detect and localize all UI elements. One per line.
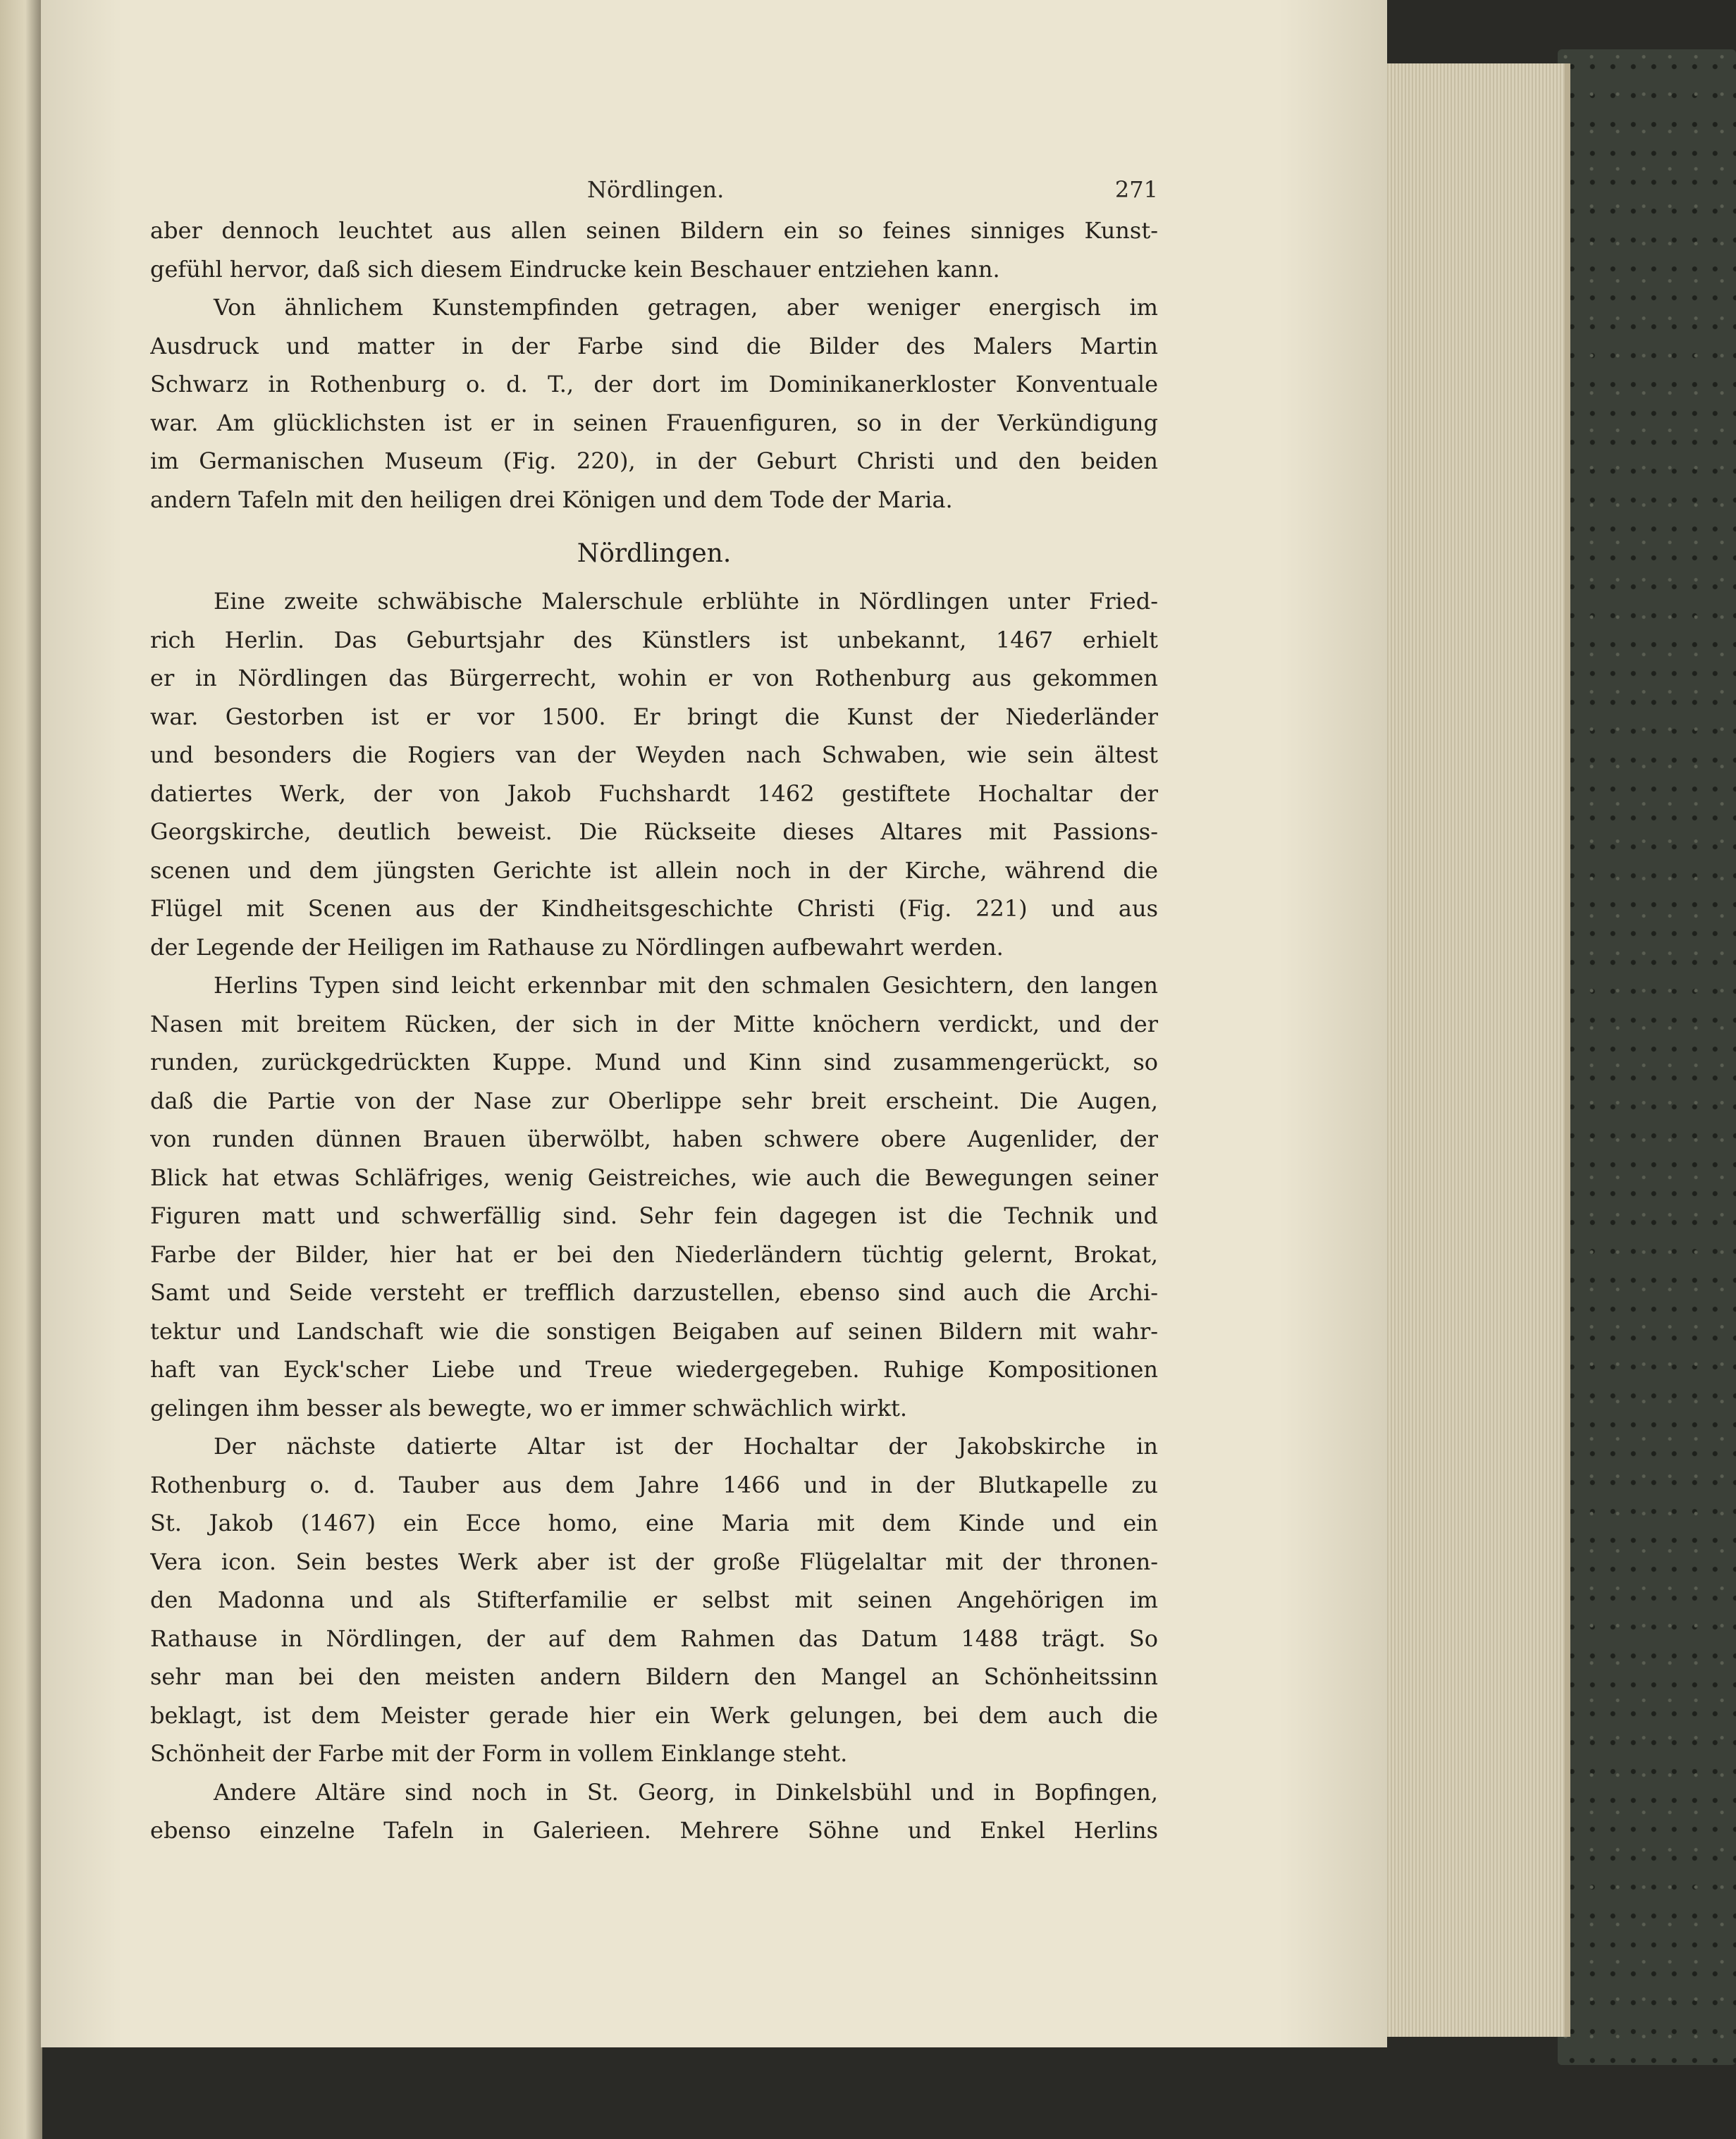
page-stack-edges — [1381, 63, 1570, 2037]
book-cover — [1558, 49, 1736, 2065]
text-line: scenen und dem jüngsten Gerichte ist allein noch in der Kirche, während die — [150, 856, 1158, 884]
text-line: er in Nördlingen das Bürgerrecht, wohin er von Rothenburg aus gekommen — [150, 665, 1158, 691]
text-line: Figuren matt und schwerfällig sind. Sehr fein dagegen ist die Technik und — [150, 1202, 1158, 1229]
text-line: Rothenburg o. d. Tauber aus dem Jahre 1466 und in der Blutkapelle zu — [150, 1471, 1158, 1498]
section-noerdlingen — [150, 582, 1158, 1850]
page-number: 271 — [1114, 176, 1158, 203]
text-line: Samt und Seide versteht er trefflich darzustellen, ebenso sind auch die Archi- — [150, 1279, 1158, 1306]
text-line: Nasen mit breitem Rücken, der sich in der Mitte knöchern verdickt, und der — [150, 1010, 1158, 1037]
text-line: rich Herlin. Das Geburtsjahr des Künstlers ist unbekannt, 1467 erhielt — [150, 626, 1158, 653]
text-line: Blick hat etwas Schläfriges, wenig Geistreiches, wie auch die Bewegungen seiner — [150, 1164, 1158, 1191]
text-line: haft van Eyck'scher Liebe und Treue wiedergegeben. Ruhige Kompositionen — [150, 1356, 1158, 1383]
text-line: beklagt, ist dem Meister gerade hier ein Werk gelungen, bei dem auch die — [150, 1701, 1158, 1729]
running-title: Nördlingen. — [587, 176, 725, 203]
text-line: Von ähnlichem Kunstempfinden getragen, aber weniger energisch im — [214, 294, 1158, 321]
facing-page-edge — [0, 0, 42, 2139]
page-body — [150, 211, 1158, 1850]
text-line: gelingen ihm besser als bewegte, wo er immer schwächlich wirkt. — [150, 1394, 908, 1422]
text-line: Georgskirche, deutlich beweist. Die Rückseite dieses Altares mit Passions- — [150, 818, 1158, 845]
text-line: Herlins Typen sind leicht erkennbar mit den schmalen Gesichtern, den langen — [214, 972, 1158, 999]
text-line: Farbe der Bilder, hier hat er bei den Niederländern tüchtig gelernt, Brokat, — [150, 1240, 1158, 1268]
text-line: der Legende der Heiligen im Rathause zu Nördlingen aufbewahrt werden. — [150, 933, 1004, 961]
text-line: andern Tafeln mit den heiligen drei Königen und dem Tode der Maria. — [150, 486, 953, 513]
text-line: ebenso einzelne Tafeln in Galerieen. Mehrere Söhne und Enkel Herlins — [150, 1817, 1158, 1844]
text-line: sehr man bei den meisten andern Bildern den Mangel an Schönheitssinn — [150, 1663, 1158, 1690]
section-heading: Nördlingen. — [577, 539, 732, 568]
text-line: runden, zurückgedrückten Kuppe. Mund und Kinn sind zusammengerückt, so — [150, 1049, 1158, 1075]
text-line: Eine zweite schwäbische Malerschule erblühte in Nördlingen unter Fried- — [214, 588, 1158, 615]
text-line: daß die Partie von der Nase zur Oberlippe sehr breit erscheint. Die Augen, — [150, 1087, 1158, 1114]
text-line: tektur und Landschaft wie die sonstigen Beigaben auf seinen Bildern mit wahr- — [150, 1317, 1158, 1345]
text-line: und besonders die Rogiers van der Weyden nach Schwaben, wie sein ältest — [150, 741, 1158, 768]
text-line: Ausdruck und matter in der Farbe sind die Bilder des Malers Martin — [150, 332, 1158, 359]
text-line: im Germanischen Museum (Fig. 220), in der Geburt Christi und den beiden — [150, 448, 1158, 474]
text-line: Schwarz in Rothenburg o. d. T., der dort im Dominikanerkloster Konventuale — [150, 371, 1158, 397]
text-line: Der nächste datierte Altar ist der Hochaltar der Jakobskirche in — [214, 1433, 1158, 1460]
text-line: war. Am glücklichsten ist er in seinen Frauenfiguren, so in der Verkündigung — [150, 409, 1158, 436]
text-line: Flügel mit Scenen aus der Kindheitsgeschichte Christi (Fig. 221) und aus — [150, 895, 1158, 922]
text-line: aber dennoch leuchtet aus allen seinen Bildern ein so feines sinniges Kunst- — [150, 217, 1158, 244]
text-line: datiertes Werk, der von Jakob Fuchshardt 1462 gestiftete Hochaltar der — [150, 779, 1158, 807]
running-header — [150, 176, 1158, 211]
text-line: von runden dünnen Brauen überwölbt, haben schwere obere Augenlider, der — [150, 1126, 1158, 1152]
text-line: gefühl hervor, daß sich diesem Eindrucke kein Beschauer entziehen kann. — [150, 255, 1000, 283]
text-line: Rathause in Nördlingen, der auf dem Rahmen das Datum 1488 trägt. So — [150, 1625, 1158, 1652]
text-line: Schönheit der Farbe mit der Form in vollem Einklange steht. — [150, 1740, 848, 1767]
text-line: St. Jakob (1467) ein Ecce homo, eine Maria mit dem Kinde und ein — [150, 1510, 1158, 1536]
text-line: war. Gestorben ist er vor 1500. Er bringt die Kunst der Niederländer — [150, 703, 1158, 730]
section-intro — [150, 211, 1158, 519]
text-line: Vera icon. Sein bestes Werk aber ist der große Flügelaltar mit der thronen- — [150, 1548, 1158, 1575]
text-line: den Madonna und als Stifterfamilie er selbst mit seinen Angehörigen im — [150, 1586, 1158, 1613]
text-line: Andere Altäre sind noch in St. Georg, in Dinkelsbühl und in Bopfingen, — [214, 1778, 1158, 1806]
